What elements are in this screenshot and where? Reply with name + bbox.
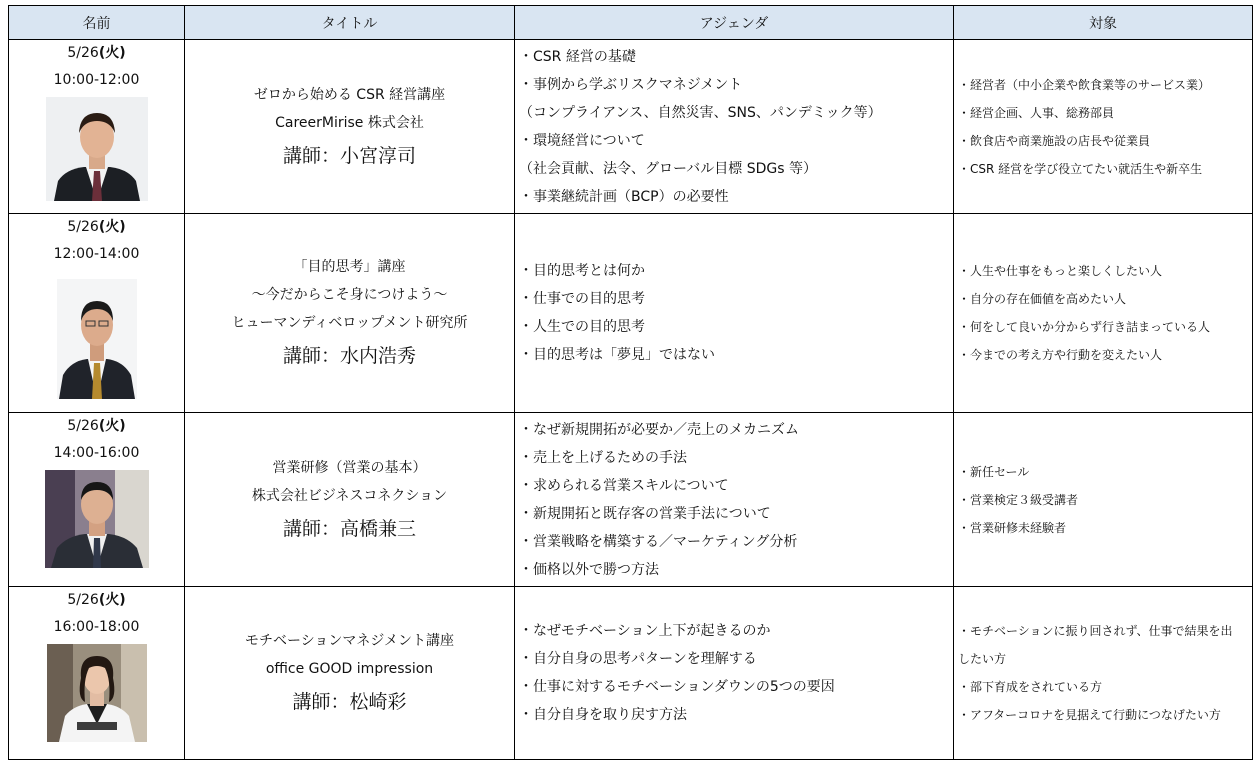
session-date bbox=[9, 587, 184, 614]
target-cell bbox=[954, 214, 1253, 413]
target-item: ・何をして良いか分からず行き詰まっている人 bbox=[958, 320, 1211, 334]
name-cell bbox=[9, 214, 185, 413]
agenda-item: ・仕事での目的思考 bbox=[519, 291, 645, 307]
name-cell bbox=[9, 40, 185, 214]
table-row bbox=[9, 214, 1253, 413]
agenda-item: ・営業戦略を構築する／マーケティング分析 bbox=[519, 533, 798, 550]
agenda-cell bbox=[515, 413, 954, 587]
target-item: ・アフターコロナを見据えて行動につなげたい方 bbox=[958, 708, 1221, 722]
weekday-text: (火) bbox=[98, 418, 126, 434]
target-item: ・モチベーションに振り回されず、仕事で結果を出 bbox=[958, 624, 1233, 638]
header-title: タイトル bbox=[185, 6, 515, 40]
agenda-item: （コンプライアンス、自然災害、SNS、パンデミック等） bbox=[519, 104, 882, 121]
table-row bbox=[9, 413, 1253, 587]
target-item: ・CSR 経営を学び役立てたい就活生や新卒生 bbox=[958, 161, 1203, 176]
title-cell bbox=[185, 413, 515, 587]
target-item: ・営業研修未経験者 bbox=[958, 520, 1067, 535]
header-agenda: アジェンダ bbox=[515, 6, 954, 40]
target-item: ・自分の存在価値を高めたい人 bbox=[958, 292, 1127, 306]
agenda-item: ・環境経営について bbox=[519, 132, 645, 149]
lecturer-name: 講師：松崎彩 bbox=[292, 691, 407, 713]
session-time: 14:00-16:00 bbox=[53, 445, 140, 461]
lecturer-photo bbox=[45, 470, 149, 568]
target-item: ・飲食店や商業施設の店長や従業員 bbox=[958, 133, 1151, 148]
target-item: ・今までの考え方や行動を変えたい人 bbox=[958, 348, 1163, 362]
name-cell bbox=[9, 413, 185, 587]
agenda-item: ・目的思考とは何か bbox=[519, 263, 645, 279]
title-cell bbox=[185, 40, 515, 214]
session-date bbox=[9, 214, 184, 241]
target-cell bbox=[954, 40, 1253, 214]
session-date bbox=[9, 413, 184, 440]
agenda-item: ・CSR 経営の基礎 bbox=[519, 48, 636, 65]
agenda-item: ・求められる営業スキルについて bbox=[519, 477, 729, 494]
weekday-text: (火) bbox=[98, 219, 126, 235]
target-item: ・人生や仕事をもっと楽しくしたい人 bbox=[958, 264, 1163, 278]
date-text: 5/26 bbox=[67, 45, 99, 61]
session-time: 12:00-14:00 bbox=[53, 246, 140, 262]
table-row bbox=[9, 40, 1253, 214]
title-cell bbox=[185, 214, 515, 413]
agenda-item: ・売上を上げるための手法 bbox=[519, 449, 687, 466]
header-target: 対象 bbox=[954, 6, 1253, 40]
session-date bbox=[9, 40, 184, 67]
title-line: office GOOD impression bbox=[265, 661, 434, 677]
lecturer-name: 講師：小宮淳司 bbox=[282, 144, 416, 167]
agenda-item: ・なぜモチベーション上下が起きるのか bbox=[519, 623, 771, 639]
agenda-item: ・事例から学ぶリスクマネジメント bbox=[519, 76, 743, 93]
target-cell bbox=[954, 587, 1253, 760]
target-cell bbox=[954, 413, 1253, 587]
seminar-table bbox=[8, 5, 1253, 760]
title-line: ヒューマンディベロップメント研究所 bbox=[231, 315, 468, 331]
target-item: ・経営企画、人事、総務部員 bbox=[958, 105, 1115, 120]
agenda-item: ・自分自身を取り戻す方法 bbox=[519, 707, 687, 723]
title-line: 営業研修（営業の基本） bbox=[272, 459, 427, 476]
agenda-item: ・仕事に対するモチベーションダウンの5つの要因 bbox=[519, 679, 835, 695]
title-line: 「目的思考」講座 bbox=[293, 259, 406, 275]
lecturer-name: 講師：水内浩秀 bbox=[282, 345, 416, 367]
agenda-item: ・人生での目的思考 bbox=[519, 319, 645, 335]
lecturer-photo bbox=[47, 644, 147, 742]
agenda-cell bbox=[515, 40, 954, 214]
agenda-item: ・なぜ新規開拓が必要か／売上のメカニズム bbox=[519, 421, 799, 438]
session-time: 10:00-12:00 bbox=[53, 72, 140, 88]
target-item: したい方 bbox=[958, 652, 1007, 666]
target-item: ・経営者（中小企業や飲食業等のサービス業） bbox=[958, 77, 1211, 92]
title-line: CareerMirise 株式会社 bbox=[275, 114, 424, 131]
date-text: 5/26 bbox=[67, 418, 99, 434]
lecturer-name: 講師：高橋兼三 bbox=[282, 517, 416, 540]
agenda-item: ・自分自身の思考パターンを理解する bbox=[519, 651, 757, 667]
agenda-item: （社会貢献、法令、グローバル目標 SDGs 等） bbox=[519, 160, 818, 177]
title-line: モチベーションマネジメント講座 bbox=[244, 633, 455, 649]
table-row bbox=[9, 587, 1253, 760]
title-line: ゼロから始める CSR 経営講座 bbox=[253, 86, 446, 103]
agenda-item: ・新規開拓と既存客の営業手法について bbox=[519, 505, 771, 522]
weekday-text: (火) bbox=[98, 592, 126, 608]
target-item: ・部下育成をされている方 bbox=[958, 680, 1103, 694]
agenda-item: ・価格以外で勝つ方法 bbox=[519, 561, 659, 578]
target-item: ・営業検定３級受講者 bbox=[958, 492, 1079, 507]
name-cell bbox=[9, 587, 185, 760]
agenda-cell bbox=[515, 587, 954, 760]
agenda-item: ・事業継続計画（BCP）の必要性 bbox=[519, 188, 729, 205]
date-text: 5/26 bbox=[67, 592, 99, 608]
lecturer-photo bbox=[57, 279, 137, 399]
date-text: 5/26 bbox=[67, 219, 99, 235]
title-cell bbox=[185, 587, 515, 760]
target-item: ・新任セール bbox=[958, 464, 1030, 479]
title-line: 株式会社ビジネスコネクション bbox=[251, 487, 448, 504]
weekday-text: (火) bbox=[98, 45, 126, 61]
title-line: ～今だからこそ身につけよう～ bbox=[251, 287, 448, 303]
header-name: 名前 bbox=[9, 6, 185, 40]
header-row bbox=[9, 6, 1253, 40]
session-time: 16:00-18:00 bbox=[53, 619, 140, 635]
agenda-cell bbox=[515, 214, 954, 413]
lecturer-photo bbox=[46, 97, 148, 201]
agenda-item: ・目的思考は「夢見」ではない bbox=[519, 347, 715, 363]
